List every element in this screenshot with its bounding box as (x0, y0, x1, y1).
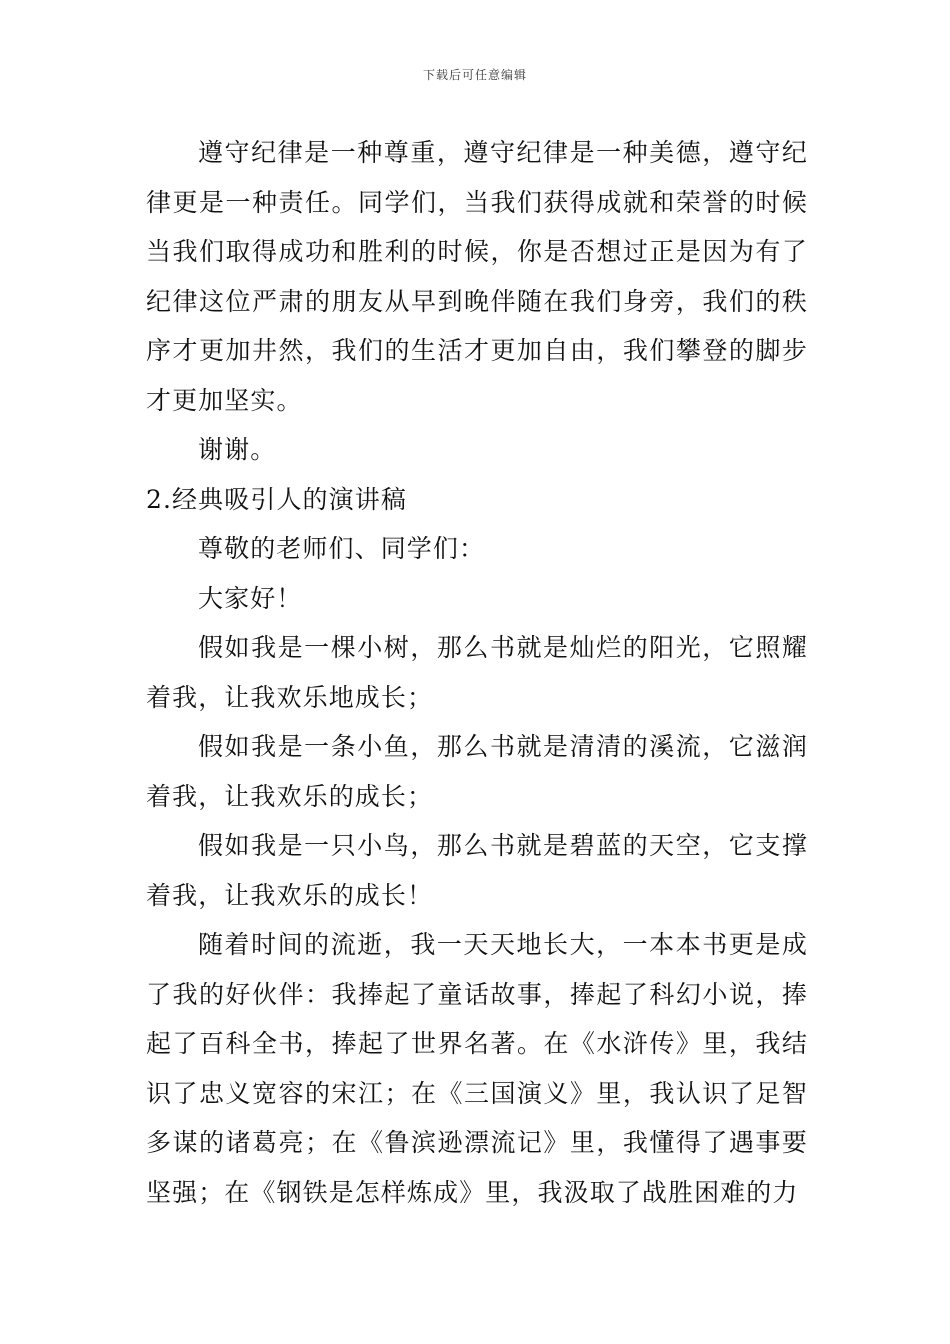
paragraph-fish: 假如我是一条小鱼，那么书就是清清的溪流，它滋润着我，让我欢乐的成长； (146, 732, 808, 811)
section-heading: 2.经典吸引人的演讲稿 (146, 484, 407, 514)
paragraph-tree: 假如我是一棵小树，那么书就是灿烂的阳光，它照耀着我，让我欢乐地成长； (146, 633, 808, 712)
paragraph-thanks: 谢谢。 (198, 435, 277, 464)
document-body (146, 128, 808, 1217)
paragraph-discipline: 遵守纪律是一种尊重，遵守纪律是一种美德，遵守纪律更是一种责任。同学们，当我们获得成就和荣誉的时候当我们取得成功和胜利的时候，你是否想过正是因为有了纪律这位严肃的朋友从早到晚伴随在我们身旁，我们的秩序才更加井然，我们的生活才更加自由，我们攀登的脚步才更加坚实。 (146, 138, 808, 415)
paragraph-growing-up: 随着时间的流逝，我一天天地长大，一本本书更是成了我的好伙伴：我捧起了童话故事，捧起了科幻小说，捧起了百科全书，捧起了世界名著。在《水浒传》里，我结识了忠义宽容的宋江；在《三国演义》里，我认识了足智多谋的诸葛亮；在《鲁滨逊漂流记》里，我懂得了遇事要坚强；在《钢铁是怎样炼成》里，我汲取了战胜困难的力 (146, 930, 808, 1207)
paragraph-bird: 假如我是一只小鸟，那么书就是碧蓝的天空，它支撑着我，让我欢乐的成长！ (146, 831, 808, 910)
paragraph-salutation: 尊敬的老师们、同学们： (198, 534, 486, 563)
paragraph-greeting: 大家好！ (198, 583, 303, 613)
page-header-note: 下载后可任意编辑 (422, 68, 527, 82)
